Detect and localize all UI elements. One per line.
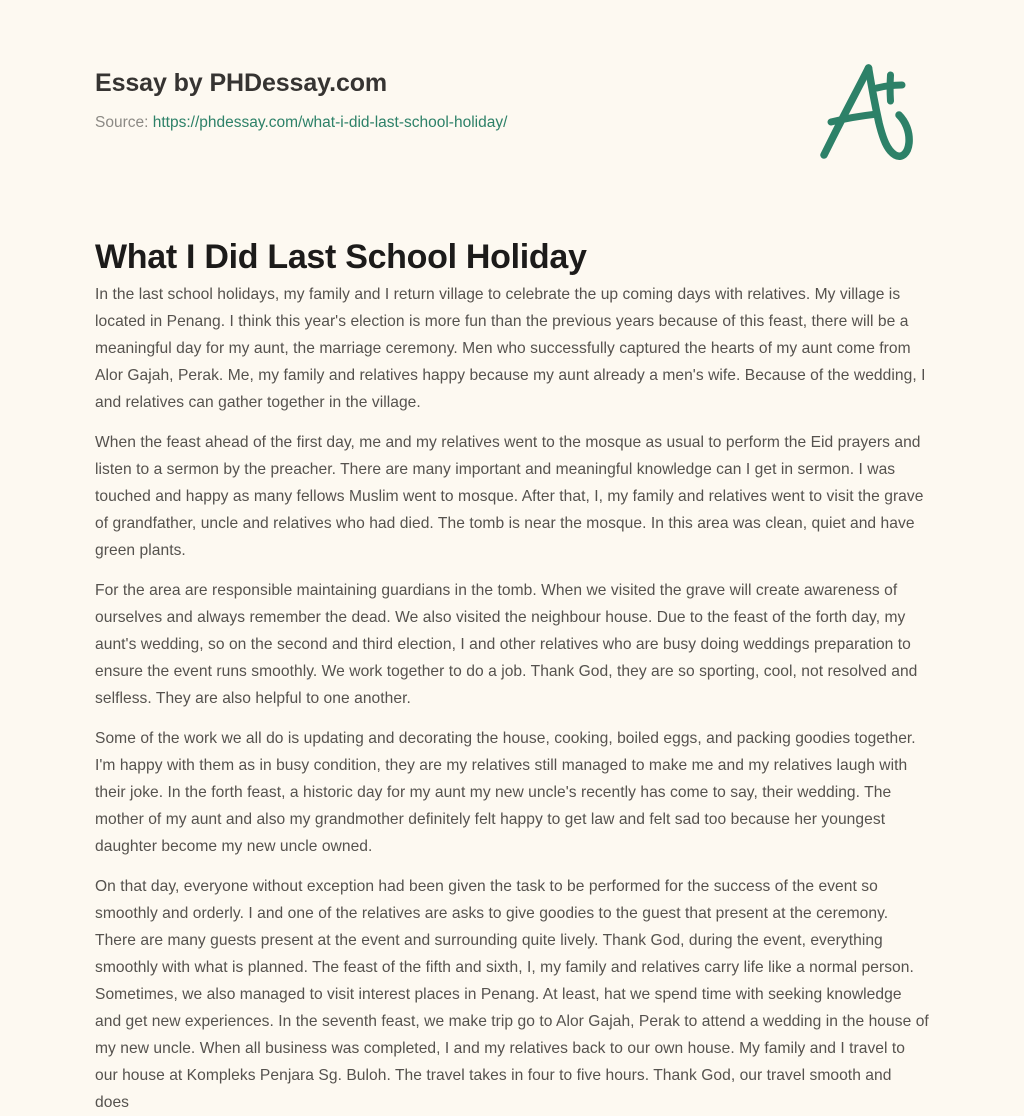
essay-paragraph: On that day, everyone without exception had been given the task to be performed for the success of the event so smoothly and orderly. I and one of the relatives are asks to give goodies to the guest that present at the ceremony. There are many guests present at the event and surrounding quite lively. Thank God, during the event, everything smoothly with what is planned. The feast of the fifth and sixth, I, my family and relatives carry life like a normal person. Sometimes, we also managed to visit interest places in Penang. At least, hat we spend time with seeking knowledge and get new experiences. In the seventh feast, we make trip go to Alor Gajah, Perak to attend a wedding in the house of my new uncle. When all business was completed, I and my relatives back to our own house. My family and I travel to our house at Kompleks Penjara Sg. Buloh. The travel takes in four to five hours. Thank God, our travel smooth and does (95, 878, 929, 1111)
a-plus-logo (815, 55, 915, 170)
essay-body (95, 281, 929, 1116)
page-title: What I Did Last School Holiday (95, 237, 587, 276)
source-label: Source: (95, 114, 149, 132)
essay-paragraph: Some of the work we all do is updating and decorating the house, cooking, boiled eggs, and packing goodies together. I'm happy with them as in busy condition, they are my relatives still managed to make me and my relatives laugh with their joke. In the forth feast, a historic day for my aunt my new uncle's recently has come to say, their wedding. The mother of my aunt and also my grandmother definitely felt happy to get law and felt sad too because her youngest daughter become my new uncle owned. (95, 730, 916, 855)
source-url-link[interactable]: https://phdessay.com/what-i-did-last-school-holiday/ (152, 114, 508, 132)
source-line (95, 113, 929, 133)
brand-byline: Essay by PHDessay.com (95, 69, 388, 97)
a-plus-logo-icon (815, 55, 915, 170)
essay-paragraph: In the last school holidays, my family and I return village to celebrate the up coming days with relatives. My village is located in Penang. I think this year's election is more fun than the previous years because of this feast, there will be a meaningful day for my aunt, the marriage ceremony. Men who successfully captured the hearts of my aunt come from Alor Gajah, Perak. Me, my family and relatives happy because my aunt already a men's wife. Because of the wedding, I and relatives can gather together in the village. (95, 286, 926, 411)
essay-paragraph: For the area are responsible maintaining guardians in the tomb. When we visited the grave will create awareness of ourselves and always remember the dead. We also visited the neighbour house. Due to the feast of the forth day, my aunt's wedding, so on the second and third election, I and other relatives who are busy doing weddings preparation to ensure the event runs smoothly. We work together to do a job. Thank God, they are so sporting, cool, not resolved and selfless. They are also helpful to one another. (95, 582, 918, 707)
essay-paragraph: When the feast ahead of the first day, me and my relatives went to the mosque as usual to perform the Eid prayers and listen to a sermon by the preacher. There are many important and meaningful knowledge can I get in sermon. I was touched and happy as many fellows Muslim went to mosque. After that, I, my family and relatives went to visit the grave of grandfather, uncle and relatives who had died. The tomb is near the mosque. In this area was clean, quiet and have green plants. (95, 434, 924, 559)
page-header (95, 68, 929, 133)
